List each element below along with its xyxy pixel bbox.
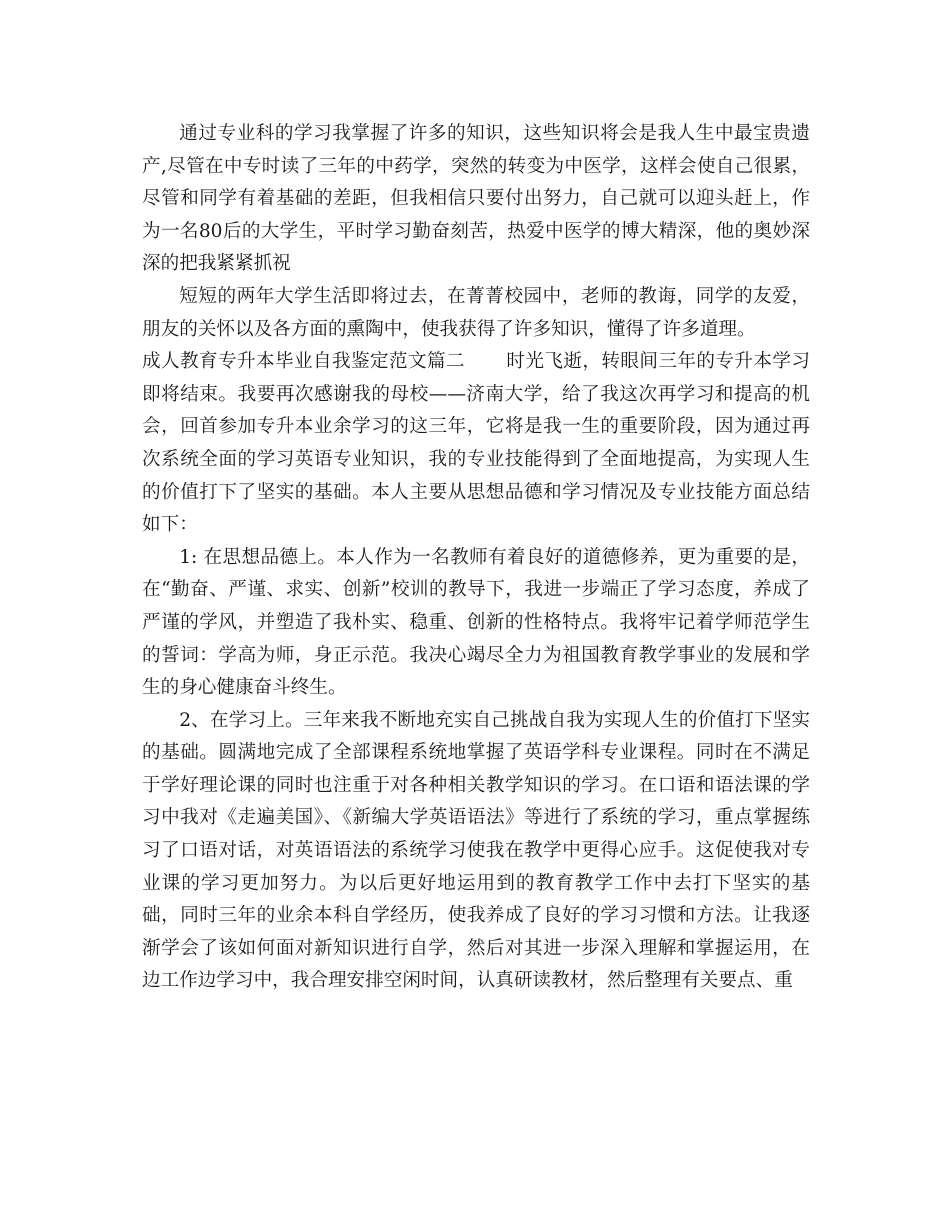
section-block <box>142 346 810 542</box>
section-heading: 成人教育专升本毕业自我鉴定范文篇二 <box>142 351 466 373</box>
point-paragraph-2: 2、在学习上。三年来我不断地充实自己挑战自我为实现人生的价值打下坚实的基础。圆满地完成了全部课程系统地掌握了英语学科专业课程。同时在不满足于学好理论课的同时也注重于对各种相关教学知识的学习。在口语和语法课的学习中我对《走遍美国》、《新编大学英语语法》等进行了系统的学习，重点掌握练习了口语对话，对英语语法的系统学习使我在教学中更得心应手。这促使我对专业课的学习更加努力。为以后更好地运用到的教育教学工作中去打下坚实的基础，同时三年的业余本科自学经历，使我养成了良好的学习习惯和方法。让我逐渐学会了该如何面对新知识进行自学，然后对其进一步深入理解和掌握运用，在边工作边学习中，我合理安排空闲时间，认真研读教材，然后整理有关要点、重 <box>142 709 810 992</box>
section-intro-text: 时光飞逝，转眼间三年的专升本学习即将结束。我要再次感谢我的母校——济南大学，给了我这次再学习和提高的机会，回首参加专升本业余学习的这三年，它将是我一生的重要阶段，因为通过再次系统全面的学习英语专业知识，我的专业技能得到了全面地提高，为实现人生的价值打下了坚实的基础。本人主要从思想品德和学习情况及专业技能方面总结如下： <box>142 351 810 536</box>
point-paragraph-1: 1: 在思想品德上。本人作为一名教师有着良好的道德修养，更为重要的是，在“勤奋、严谨、求实、创新”校训的教导下，我进一步端正了学习态度，养成了严谨的学风，并塑造了我朴实、稳重、创新的性格特点。我将牢记着学师范学生的誓词：学高为师，身正示范。我决心竭尽全力为祖国教育教学事业的发展和学生的身心健康奋斗终生。 <box>142 546 810 699</box>
body-paragraph-2: 短短的两年大学生活即将过去，在菁菁校园中，老师的教诲，同学的友爱，朋友的关怀以及各方面的熏陶中，使我获得了许多知识，懂得了许多道理。 <box>142 285 810 340</box>
body-paragraph-1: 通过专业科的学习我掌握了许多的知识，这些知识将会是我人生中最宝贵遗产,尽管在中专时读了三年的中药学，突然的转变为中医学，这样会使自己很累，尽管和同学有着基础的差距，但我相信只要付出努力，自己就可以迎头赶上，作为一名80后的大学生，平时学习勤奋刻苦，热爱中医学的博大精深，他的奥妙深深的把我紧紧抓祝 <box>142 123 810 275</box>
